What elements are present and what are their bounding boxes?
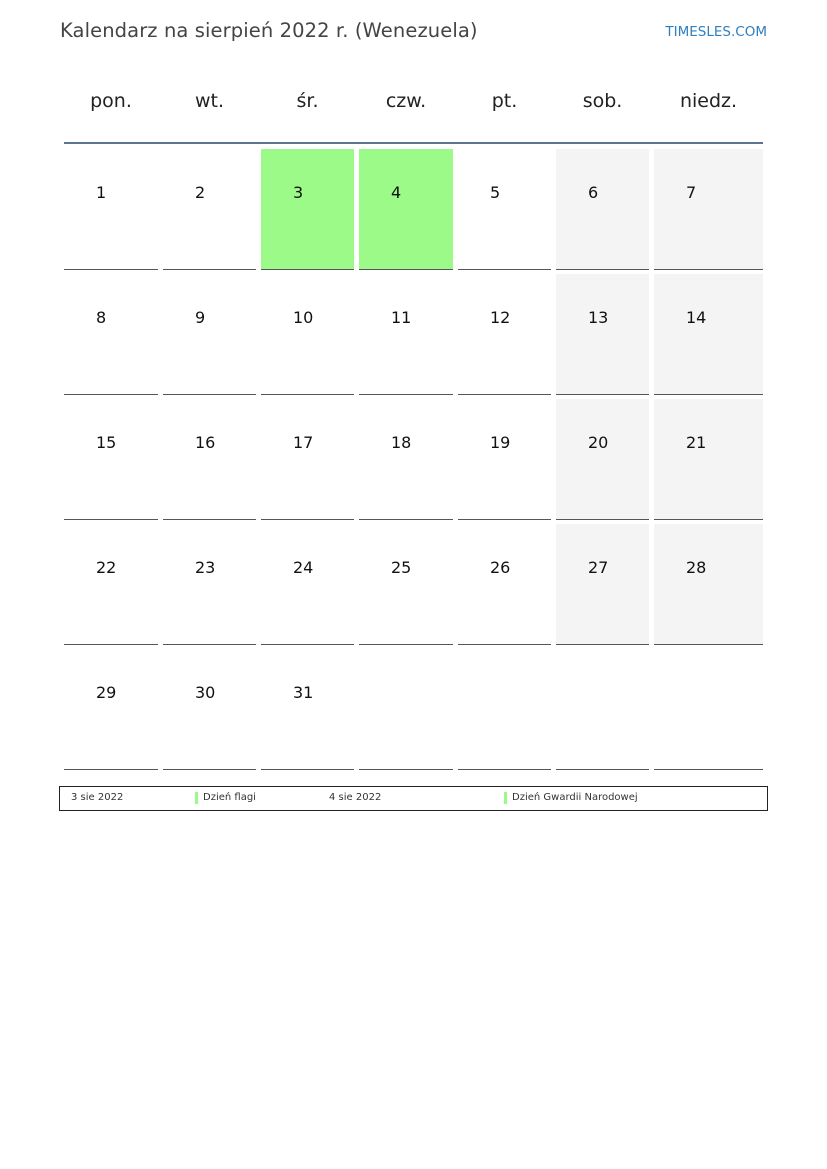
day-number: 22: [96, 558, 117, 577]
day-number: 29: [96, 683, 117, 702]
cell-underline: [64, 519, 158, 521]
day-cell-6[interactable]: [556, 149, 649, 270]
day-number: 27: [588, 558, 609, 577]
day-number: 9: [195, 308, 206, 327]
cell-underline: [261, 394, 354, 396]
day-number: 17: [293, 433, 314, 452]
day-cell-10[interactable]: [261, 274, 354, 395]
day-cell-empty: [556, 649, 649, 770]
day-cell-23[interactable]: [163, 524, 256, 645]
day-number: 20: [588, 433, 609, 452]
day-cell-14[interactable]: [654, 274, 763, 395]
day-cell-30[interactable]: [163, 649, 256, 770]
day-cell-15[interactable]: [64, 399, 158, 520]
day-cell-29[interactable]: [64, 649, 158, 770]
cell-underline: [64, 644, 158, 646]
cell-underline: [261, 644, 354, 646]
day-number: 19: [490, 433, 511, 452]
cell-underline: [556, 394, 649, 396]
cell-underline: [556, 644, 649, 646]
cell-underline: [359, 769, 453, 771]
legend-holiday-name: Dzień Gwardii Narodowej: [512, 792, 638, 803]
day-cell-19[interactable]: [458, 399, 551, 520]
cell-underline: [654, 394, 763, 396]
day-number: 8: [96, 308, 107, 327]
day-cell-9[interactable]: [163, 274, 256, 395]
day-cell-31[interactable]: [261, 649, 354, 770]
day-cell-empty: [458, 649, 551, 770]
day-cell-empty: [359, 649, 453, 770]
weekday-label: sob.: [582, 90, 623, 112]
weekday-label: wt.: [194, 90, 225, 112]
cell-underline: [64, 269, 158, 271]
day-number: 13: [588, 308, 609, 327]
page-title: Kalendarz na sierpień 2022 r. (Wenezuela): [60, 19, 478, 42]
weekday-label: pt.: [491, 90, 518, 112]
day-number: 12: [490, 308, 511, 327]
legend-item: [60, 787, 767, 809]
cell-underline: [458, 769, 551, 771]
day-number: 11: [391, 308, 412, 327]
day-cell-13[interactable]: [556, 274, 649, 395]
weekday-label: niedz.: [679, 90, 738, 112]
weekday-label: pon.: [90, 90, 132, 112]
day-cell-7[interactable]: [654, 149, 763, 270]
holiday-legend: [59, 786, 768, 811]
cell-underline: [458, 394, 551, 396]
day-cell-5[interactable]: [458, 149, 551, 270]
legend-date: 3 sie 2022: [71, 792, 124, 803]
day-cell-27[interactable]: [556, 524, 649, 645]
day-number: 14: [686, 308, 707, 327]
cell-underline: [458, 644, 551, 646]
day-number: 1: [96, 183, 107, 202]
cell-underline: [458, 269, 551, 271]
day-number: 21: [686, 433, 707, 452]
day-number: 28: [686, 558, 707, 577]
weekday-label: śr.: [296, 90, 319, 112]
day-cell-18[interactable]: [359, 399, 453, 520]
cell-underline: [359, 269, 453, 271]
cell-underline: [163, 769, 256, 771]
cell-underline: [64, 769, 158, 771]
legend-holiday-name: Dzień flagi: [203, 792, 256, 803]
day-cell-17[interactable]: [261, 399, 354, 520]
day-number: 25: [391, 558, 412, 577]
day-cell-1[interactable]: [64, 149, 158, 270]
cell-underline: [654, 269, 763, 271]
day-number: 2: [195, 183, 206, 202]
day-number: 16: [195, 433, 216, 452]
day-number: 7: [686, 183, 697, 202]
cell-underline: [654, 769, 763, 771]
day-cell-16[interactable]: [163, 399, 256, 520]
day-cell-3[interactable]: [261, 149, 354, 270]
cell-underline: [654, 519, 763, 521]
day-number: 24: [293, 558, 314, 577]
cell-underline: [654, 644, 763, 646]
day-number: 26: [490, 558, 511, 577]
cell-underline: [64, 394, 158, 396]
day-number: 31: [293, 683, 314, 702]
cell-underline: [556, 269, 649, 271]
day-cell-25[interactable]: [359, 524, 453, 645]
day-number: 6: [588, 183, 599, 202]
cell-underline: [359, 644, 453, 646]
brand-link[interactable]: TIMESLES.COM: [665, 24, 767, 40]
cell-underline: [261, 519, 354, 521]
cell-underline: [359, 519, 453, 521]
day-cell-empty: [654, 649, 763, 770]
day-cell-4[interactable]: [359, 149, 453, 270]
day-cell-11[interactable]: [359, 274, 453, 395]
day-cell-24[interactable]: [261, 524, 354, 645]
cell-underline: [163, 394, 256, 396]
day-number: 23: [195, 558, 216, 577]
day-number: 5: [490, 183, 501, 202]
day-cell-8[interactable]: [64, 274, 158, 395]
day-number: 4: [391, 183, 402, 202]
day-cell-12[interactable]: [458, 274, 551, 395]
day-cell-2[interactable]: [163, 149, 256, 270]
day-cell-20[interactable]: [556, 399, 649, 520]
cell-underline: [163, 519, 256, 521]
cell-underline: [359, 394, 453, 396]
day-cell-28[interactable]: [654, 524, 763, 645]
cell-underline: [261, 769, 354, 771]
legend-color-marker: [504, 792, 507, 804]
day-cell-26[interactable]: [458, 524, 551, 645]
day-number: 15: [96, 433, 117, 452]
day-number: 3: [293, 183, 304, 202]
cell-underline: [163, 644, 256, 646]
cell-underline: [163, 269, 256, 271]
cell-underline: [556, 519, 649, 521]
day-number: 18: [391, 433, 412, 452]
day-number: 10: [293, 308, 314, 327]
cell-underline: [458, 519, 551, 521]
weekday-label: czw.: [385, 90, 427, 112]
day-cell-21[interactable]: [654, 399, 763, 520]
legend-date: 4 sie 2022: [329, 792, 382, 803]
cell-underline: [556, 769, 649, 771]
day-cell-22[interactable]: [64, 524, 158, 645]
cell-underline: [261, 269, 354, 271]
day-number: 30: [195, 683, 216, 702]
